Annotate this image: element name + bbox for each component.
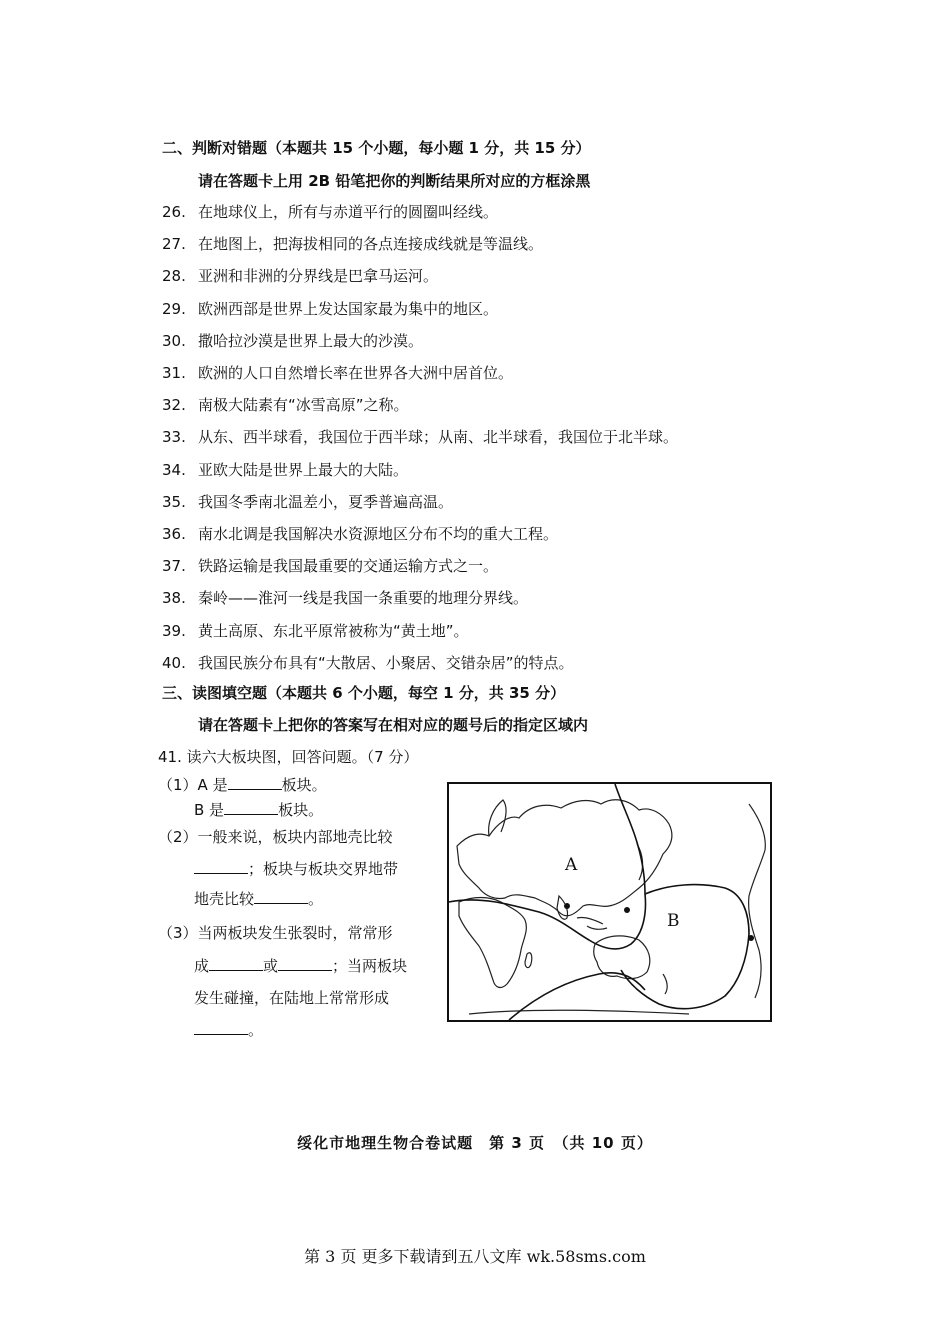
q41-part1-a-label: A 是 — [197, 776, 228, 794]
plate-label-a: A — [565, 855, 578, 875]
africa-outline — [459, 898, 526, 988]
question-number: 34. — [162, 461, 186, 479]
question-item — [162, 233, 543, 254]
question-number: 27. — [162, 235, 186, 253]
new-zealand-outline — [663, 974, 667, 994]
plate-boundary-pacific — [621, 885, 749, 1009]
question-text: 亚洲和非洲的分界线是巴拿马运河。 — [198, 267, 439, 285]
answer-blank — [228, 775, 282, 790]
americas-outline — [749, 804, 766, 998]
answer-blank — [194, 1020, 248, 1035]
question-number: 37. — [162, 557, 186, 575]
q41-title: 41. 读六大板块图，回答问题。（7 分） — [158, 748, 419, 766]
answer-blank — [209, 956, 263, 971]
q41-part3-line1 — [158, 922, 393, 943]
q41-part3-line4 — [194, 1019, 263, 1040]
section3-heading: 三、读图填空题（本题共 6 个小题，每空 1 分，共 35 分） — [162, 684, 566, 702]
question-text: 在地球仪上，所有与赤道平行的圆圈叫经线。 — [198, 203, 499, 221]
question-item — [162, 620, 469, 641]
question-number: 33. — [162, 428, 186, 446]
map-point — [624, 907, 630, 913]
map-point — [748, 935, 754, 941]
question-number: 32. — [162, 396, 186, 414]
plate-map — [447, 782, 772, 1022]
question-text: 秦岭——淮河一线是我国一条重要的地理分界线。 — [198, 589, 529, 607]
q41-part3-text1: 当两板块发生张裂时，常常形 — [197, 924, 393, 942]
question-item — [162, 587, 528, 608]
q41-part2-line2 — [194, 858, 398, 879]
question-text: 南极大陆素有“冰雪高原”之称。 — [198, 396, 409, 414]
q41-part3-text4: ；当两板块 — [332, 957, 408, 975]
question-item — [162, 491, 453, 512]
q41-part3-line2 — [194, 955, 407, 976]
q41-part2-number: （2） — [158, 828, 198, 846]
scandinavia-outline — [489, 800, 506, 836]
question-text: 在地图上，把海拔相同的各点连接成线就是等温线。 — [198, 235, 544, 253]
q41-part3-number: （3） — [158, 924, 198, 942]
question-text: 亚欧大陆是世界上最大的大陆。 — [198, 461, 409, 479]
q41-part1-line1 — [158, 774, 327, 795]
question-text: 黄土高原、东北平原常被称为“黄土地”。 — [198, 622, 469, 640]
question-item — [162, 298, 498, 319]
watermark-footer: 第 3 页 更多下载请到五八文库 wk.58sms.com — [304, 1247, 646, 1266]
q41-part2-text1: 一般来说，板块内部地壳比较 — [197, 828, 393, 846]
antarctica-outline — [469, 1010, 689, 1014]
answer-blank — [224, 800, 278, 815]
question-number: 31. — [162, 364, 186, 382]
question-number: 28. — [162, 267, 186, 285]
q41-part1-line2 — [194, 799, 323, 820]
question-item — [162, 394, 409, 415]
q41-part2-line1 — [158, 826, 393, 847]
question-text: 撒哈拉沙漠是世界上最大的沙漠。 — [198, 332, 424, 350]
question-text: 我国民族分布具有“大散居、小聚居、交错杂居”的特点。 — [198, 654, 574, 672]
section2-instruction: 请在答题卡上用 2B 铅笔把你的判断结果所对应的方框涂黑 — [198, 172, 591, 190]
question-item — [162, 459, 408, 480]
question-text: 从东、西半球看，我国位于西半球；从南、北半球看，我国位于北半球。 — [198, 428, 679, 446]
question-number: 40. — [162, 654, 186, 672]
question-item — [162, 523, 558, 544]
question-text: 铁路运输是我国最重要的交通运输方式之一。 — [198, 557, 499, 575]
question-text: 我国冬季南北温差小，夏季普遍高温。 — [198, 493, 454, 511]
q41-part2-line3 — [194, 888, 323, 909]
question-item — [162, 652, 574, 673]
answer-blank — [194, 859, 248, 874]
question-number: 29. — [162, 300, 186, 318]
plate-boundary-indian — [509, 973, 645, 1020]
question-number: 39. — [162, 622, 186, 640]
map-point — [564, 903, 570, 909]
q41-part2-text4: 。 — [308, 890, 324, 908]
q41-part2-text2: ；板块与板块交界地带 — [248, 860, 399, 878]
question-number: 36. — [162, 525, 186, 543]
plate-boundary-eurasian — [449, 784, 645, 949]
question-item — [162, 265, 438, 286]
q41-part3-text2: 成 — [194, 957, 210, 975]
question-number: 38. — [162, 589, 186, 607]
madagascar-outline — [525, 953, 532, 968]
question-text: 南水北调是我国解决水资源地区分布不均的重大工程。 — [198, 525, 559, 543]
answer-blank — [254, 889, 308, 904]
answer-blank — [278, 956, 332, 971]
question-item — [162, 330, 423, 351]
q41-part1-a-suffix: 板块。 — [281, 776, 327, 794]
q41-part1-b-label: B 是 — [194, 801, 225, 819]
q41-part3-text3: 或 — [263, 957, 279, 975]
indonesia-outline — [577, 917, 607, 929]
q41-part3-text5: 。 — [248, 1021, 264, 1039]
section2-heading: 二、判断对错题（本题共 15 个小题，每小题 1 分，共 15 分） — [162, 139, 591, 157]
q41-part1-b-suffix: 板块。 — [278, 801, 324, 819]
question-item — [162, 362, 513, 383]
question-text: 欧洲的人口自然增长率在世界各大洲中居首位。 — [198, 364, 514, 382]
question-text: 欧洲西部是世界上发达国家最为集中的地区。 — [198, 300, 499, 318]
question-number: 26. — [162, 203, 186, 221]
question-item — [162, 555, 498, 576]
exam-footer: 绥化市地理生物合卷试题 第 3 页 （共 10 页） — [297, 1134, 653, 1152]
q41-part1-number: （1） — [158, 776, 198, 794]
question-item — [162, 426, 678, 447]
question-number: 35. — [162, 493, 186, 511]
q41-part2-text3: 地壳比较 — [194, 890, 255, 908]
question-item — [162, 201, 498, 222]
plate-map-drawing — [449, 784, 770, 1020]
plate-label-b: B — [667, 911, 680, 931]
question-number: 30. — [162, 332, 186, 350]
section3-instruction: 请在答题卡上把你的答案写在相对应的题号后的指定区域内 — [198, 716, 589, 734]
q41-part3-line3: 发生碰撞，在陆地上常常形成 — [194, 989, 390, 1007]
